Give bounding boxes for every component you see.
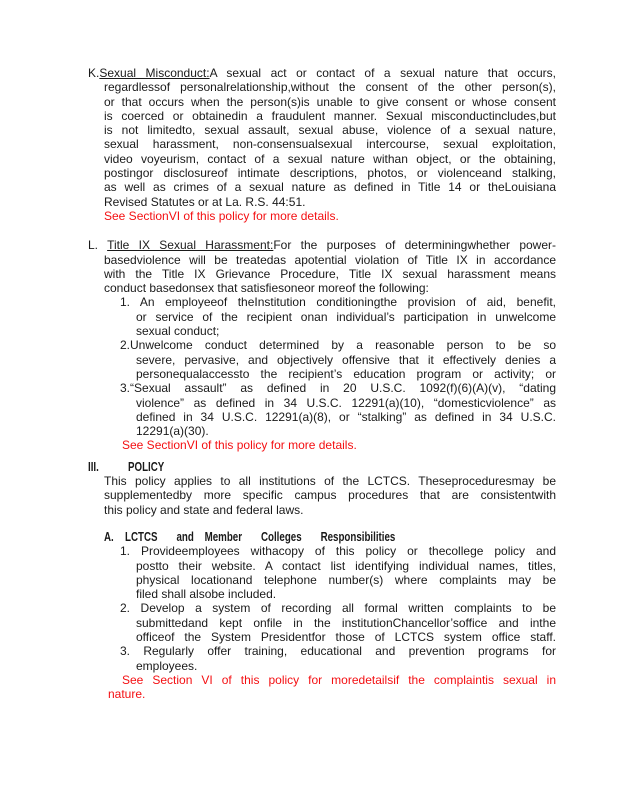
text-line (104, 503, 556, 517)
text-run: submittedand kept onfile in the institutionChancellor’soffice and inthe (136, 615, 556, 630)
text-run: See Section VI of this policy for moredetailsif the complaintis sexual in (122, 672, 556, 687)
section-block (88, 460, 556, 517)
text-run: officeof the System Presidentfor those of LCTCS system office staff. (136, 629, 556, 644)
text-line (136, 410, 556, 424)
text-line (136, 587, 556, 601)
text-run: sexual conduct; (136, 324, 220, 339)
text-line (104, 123, 556, 137)
text-run: Regularly offer training, educational and prevention programs for (143, 644, 556, 659)
letter-block (88, 66, 556, 223)
list-marker: 3. (120, 644, 144, 659)
text-run: filed shall alsobe included. (136, 587, 277, 602)
text-run: For the purposes of determiningwhether power- (273, 238, 557, 253)
text-run: with the Title IX Grievance Procedure, Title IX sexual harassment means (104, 266, 556, 281)
text-line (104, 267, 556, 281)
text-run: Unwelcome conduct determined by a reasonable person to be so (130, 338, 556, 353)
numbered-list (104, 544, 556, 673)
list-marker: L. (88, 238, 108, 253)
text-line (108, 687, 556, 701)
text-line (120, 338, 556, 353)
text-line (88, 66, 556, 80)
text-run: See SectionVI of this policy for more details. (122, 438, 357, 453)
text-line (136, 310, 556, 324)
text-line (104, 253, 556, 267)
text-run: A sexual act or contact of a sexual nature that occurs, (209, 66, 556, 80)
text-line (104, 474, 556, 488)
text-line (108, 673, 556, 687)
heading-line (104, 530, 556, 544)
text-line (136, 659, 556, 673)
text-run: physical locationand telephone number(s) where complaints may be (136, 572, 556, 587)
subsection-block (104, 530, 556, 702)
list-marker: 1. (120, 295, 140, 310)
letter-block (88, 238, 556, 452)
text-run: as well as crimes of a sexual nature as defined in Title 14 or theLouisiana (104, 180, 556, 195)
text-run: or that occurs when the person(s)is unable to give consent or whose consent (104, 94, 556, 109)
text-line (136, 353, 556, 367)
text-run: or service of the recipient onan individual’s participation in unwelcome (136, 309, 556, 324)
text-run: This policy applies to all institutions of the LCTCS. Theseproceduresmay be (104, 474, 556, 489)
text-line (120, 544, 556, 559)
text-line (104, 281, 556, 295)
text-run: this policy and state and federal laws. (104, 502, 304, 517)
text-run: violence” as defined in 34 U.S.C. 12291(a)(10), “domesticviolence” as (136, 395, 556, 410)
heading-marker-text: A. (104, 529, 114, 544)
text-line (88, 238, 557, 253)
text-line (104, 488, 556, 502)
text-run: is not limitedto, sexual assault, sexual abuse, violence of a sexual nature, (104, 123, 556, 138)
text-line (136, 630, 556, 644)
numbered-list (104, 295, 556, 438)
text-line (104, 438, 556, 452)
text-line (120, 601, 557, 616)
heading-marker (104, 530, 125, 544)
term-heading: Sexual Misconduct: (99, 66, 210, 80)
text-run: supplementedby more specific campus procedures that are consistentwith (104, 488, 556, 503)
text-line (136, 573, 556, 587)
text-run: is coerced or obtainedin a fraudulent manner. Sexual misconductincludes,but (104, 108, 556, 123)
heading-line (88, 460, 556, 474)
text-run: employees. (136, 658, 198, 673)
text-line (136, 616, 556, 630)
text-line (136, 324, 556, 338)
text-line (136, 396, 556, 410)
text-line (104, 209, 556, 223)
see-section-note (108, 673, 556, 702)
text-run: nature. (108, 687, 146, 702)
text-line (104, 137, 556, 151)
text-run: See SectionVI of this policy for more details. (104, 208, 339, 223)
text-line (104, 195, 556, 209)
text-run: “Sexual assault” as defined in 20 U.S.C. 1092(f)(6)(A)(v), “dating (130, 381, 556, 396)
text-line (136, 424, 556, 438)
text-line (104, 95, 556, 109)
text-run: video voyeurism, contact of a sexual nature withan object, or the obtaining, (104, 151, 556, 166)
list-marker: 2. (120, 338, 131, 353)
text-line (104, 109, 556, 123)
text-line (120, 295, 556, 310)
text-run: personequalaccessto the recipient’s education program or activity; or (136, 366, 556, 381)
text-run: Develop a system of recording all formal written complaints to be (140, 601, 557, 616)
text-run: 12291(a)(30). (136, 424, 209, 439)
text-run: severe, pervasive, and objectively offensive that it effectively denies a (136, 352, 556, 367)
text-line (104, 152, 556, 166)
list-marker: K. (88, 66, 100, 80)
list-marker: 1. (120, 544, 141, 559)
text-run: An employeeof theInstitution conditioningthe provision of aid, benefit, (139, 295, 556, 310)
heading-title: LCTCS and Member Colleges Responsibilities (125, 529, 396, 544)
list-marker: 3. (120, 381, 131, 396)
heading-title: POLICY (128, 459, 165, 474)
heading-marker (88, 460, 128, 474)
see-section-note (104, 438, 556, 452)
see-section-note (104, 209, 556, 223)
text-run: postto their website. A contact list identifying individual names, titles, (136, 558, 556, 573)
list-marker: 2. (120, 601, 141, 616)
term-heading: Title IX Sexual Harassment: (107, 238, 274, 253)
text-line (136, 367, 556, 381)
heading-marker-text: III. (88, 459, 99, 474)
text-run: defined in 34 U.S.C. 12291(a)(8), or “stalking” as defined in 34 U.S.C. (136, 409, 556, 424)
text-line (120, 644, 556, 659)
text-line (104, 166, 556, 180)
text-line (104, 180, 556, 194)
text-line (104, 80, 556, 94)
text-run: Provideemployees withacopy of this policy or thecollege policy and (140, 544, 556, 559)
text-run: sexual harassment, non-consensualsexual intercourse, sexual exploitation, (104, 137, 556, 152)
section-paragraph (104, 474, 556, 517)
text-run: Revised Statutes or at La. R.S. 44:51. (104, 194, 306, 209)
text-run: conduct basedonsex that satisfiesoneor moreof the following: (104, 281, 429, 296)
text-run: basedviolence will be treatedas apotential violation of Title IX in accordance (104, 252, 556, 267)
text-line (120, 381, 556, 396)
text-run: postingor disclosureof intimate descriptions, photos, or violenceand stalking, (104, 166, 556, 181)
text-line (136, 559, 556, 573)
text-run: regardlessof personalrelationship,without the consent of the other person(s), (104, 80, 556, 95)
